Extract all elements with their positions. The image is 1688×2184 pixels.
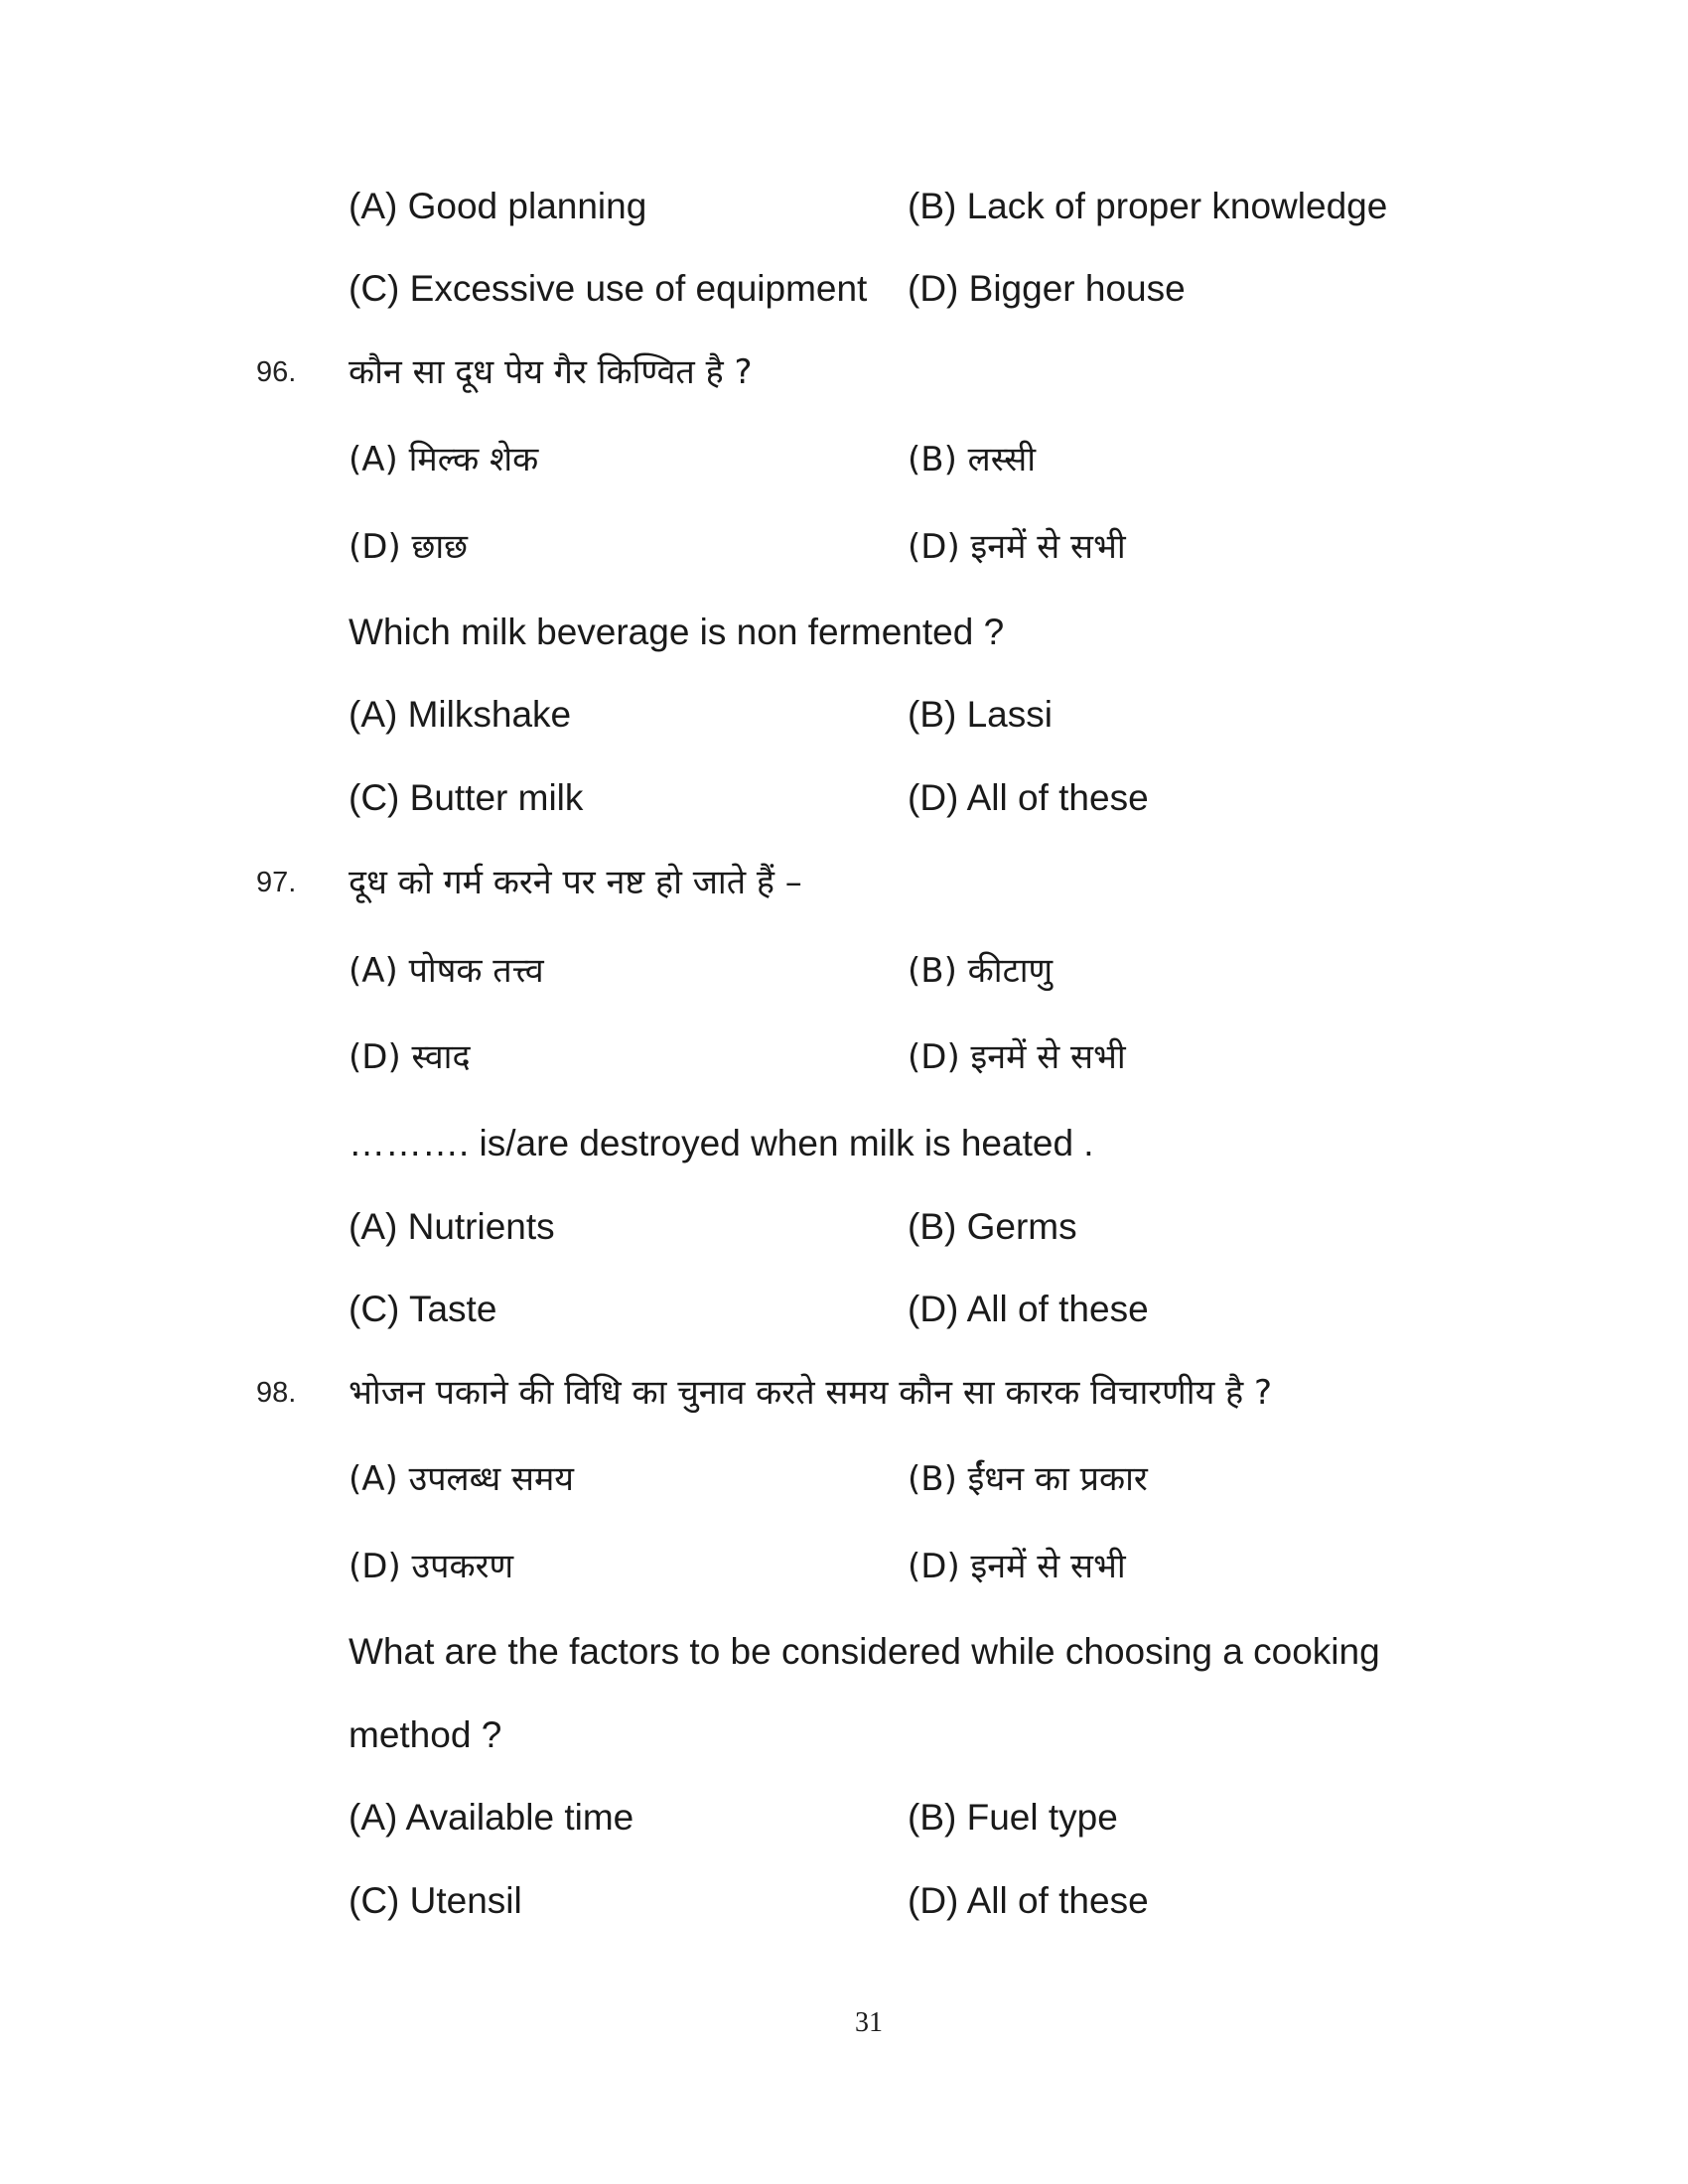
option-row (0, 1795, 1688, 1854)
option-a: (A) Milkshake (349, 694, 572, 735)
page-number: 31 (855, 2007, 883, 2038)
question-text-hindi: कौन सा दूध पेय गैर किण्वित है ? (349, 352, 753, 392)
option-d: (D) Bigger house (908, 268, 1186, 309)
question-text-english-cont: method ? (349, 1714, 502, 1755)
option-c: (C) Utensil (349, 1880, 522, 1921)
option-row (0, 266, 1688, 326)
question-text-hindi: भोजन पकाने की विधि का चुनाव करते समय कौन सा कारक विचारणीय है ? (349, 1373, 1273, 1413)
question-98-english (0, 1629, 1688, 1689)
option-d: (D) इनमें से सभी (908, 1037, 1126, 1077)
option-row (0, 1034, 1688, 1094)
option-b: (B) लस्सी (908, 440, 1037, 479)
option-b: (B) कीटाणु (908, 951, 1054, 991)
option-a: (A) Good planning (349, 186, 647, 226)
option-b: (B) Germs (908, 1206, 1077, 1247)
option-row (0, 1878, 1688, 1938)
option-c: (D) स्वाद (349, 1037, 471, 1077)
option-a: (A) उपलब्ध समय (349, 1459, 575, 1499)
option-b: (B) Lassi (908, 694, 1053, 735)
question-text-hindi: दूध को गर्म करने पर नष्ट हो जाते हैं – (349, 863, 802, 902)
option-row (0, 1456, 1688, 1516)
question-98-hindi (0, 1370, 1688, 1430)
question-number: 96. (256, 356, 297, 388)
option-d: (D) All of these (908, 777, 1149, 818)
option-row (0, 1204, 1688, 1264)
option-row (0, 524, 1688, 584)
option-c: (C) Butter milk (349, 777, 584, 818)
option-b: (B) Fuel type (908, 1797, 1118, 1838)
question-text-english: ………. is/are destroyed when milk is heated . (349, 1123, 1094, 1163)
option-row (0, 692, 1688, 751)
option-row (0, 437, 1688, 496)
option-d: (D) All of these (908, 1289, 1149, 1329)
question-text-english: Which milk beverage is non fermented ? (349, 612, 1005, 652)
option-row (0, 1287, 1688, 1346)
question-96-english (0, 610, 1688, 669)
question-text-english: What are the factors to be considered while choosing a cooking (349, 1631, 1380, 1672)
question-98-english-cont (0, 1712, 1688, 1772)
option-a: (A) Available time (349, 1797, 634, 1838)
question-97-hindi (0, 860, 1688, 919)
option-c: (C) Taste (349, 1289, 497, 1329)
option-row (0, 948, 1688, 1008)
option-row (0, 1544, 1688, 1603)
option-c: (D) उपकरण (349, 1547, 514, 1586)
option-a: (A) मिल्क शेक (349, 440, 539, 479)
question-97-english (0, 1121, 1688, 1180)
option-d: (D) इनमें से सभी (908, 527, 1126, 567)
option-c: (D) छाछ (349, 527, 468, 567)
option-d: (D) इनमें से सभी (908, 1547, 1126, 1586)
option-b: (B) Lack of proper knowledge (908, 186, 1388, 226)
option-b: (B) ईंधन का प्रकार (908, 1459, 1148, 1499)
option-a: (A) पोषक तत्त्व (349, 951, 544, 991)
question-number: 98. (256, 1377, 297, 1409)
option-row (0, 775, 1688, 835)
option-c: (C) Excessive use of equipment (349, 268, 868, 309)
option-d: (D) All of these (908, 1880, 1149, 1921)
option-row (0, 184, 1688, 243)
question-96-hindi (0, 349, 1688, 409)
question-number: 97. (256, 867, 297, 898)
option-a: (A) Nutrients (349, 1206, 555, 1247)
